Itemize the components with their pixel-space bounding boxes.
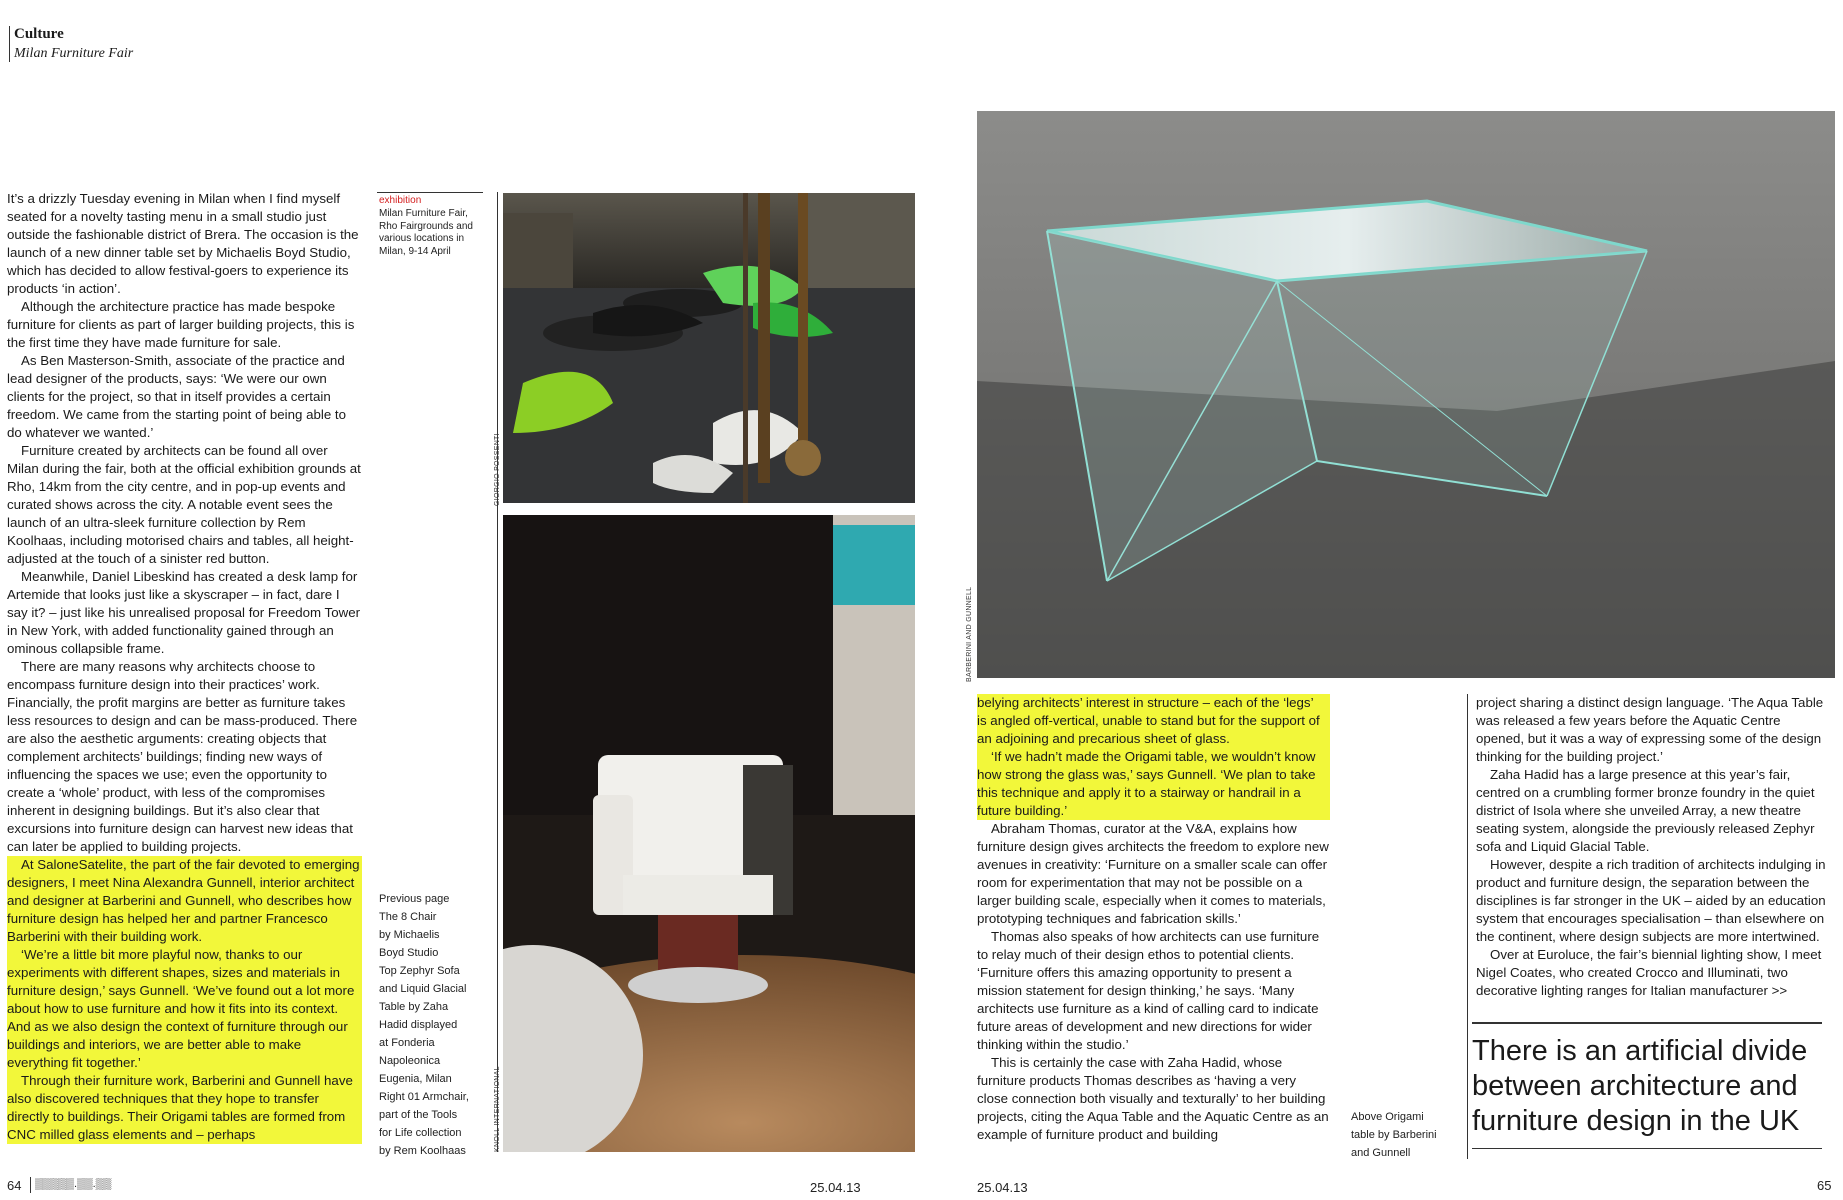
photo-credit-table: BARBERINI AND GUNNELL: [966, 586, 973, 682]
article-column-1: [7, 190, 362, 1144]
caption-line: Eugenia, Milan: [379, 1073, 452, 1085]
highlighted-passage: [977, 694, 1330, 820]
caption-line: Hadid displayed: [379, 1019, 458, 1031]
paragraph: Over at Euroluce, the fair’s biennial lighting show, I meet Nigel Coates, who created Crocco and Illuminati, two decorative lighting ranges for Italian manufacturer >>: [1476, 947, 1822, 998]
photo-zephyr-sofa: [503, 193, 915, 503]
paragraph: It’s a drizzly Tuesday evening in Milan when I find myself seated for a novelty tasting menu in a small studio just outside the fashionable district of Brera. The occasion is the launch of a new dinner table set by Michaelis Boyd Studio, which has decided to allow festival-goers to experience its products ‘in action’.: [7, 191, 359, 296]
photo-armchair: [503, 515, 915, 1152]
paragraph: There are many reasons why architects choose to encompass furniture design into their practices’ work. Financially, the profit margins are better as furniture takes less resources to design and can be mass-produced. There are also the aesthetic arguments: creating objects that complement architects’ buildings; finding new ways of influencing the spaces we use; even the opportunity to create a ‘whole’ product, with less of the compromises inherent in designing buildings. But it’s also clear that excursions into furniture design can harvest new ideas that can later be applied to building projects.: [7, 659, 358, 854]
column-divider: [497, 192, 498, 1152]
pullquote: There is an artificial divide between architecture and furniture design in the UK: [1472, 1035, 1808, 1137]
paragraph: Zaha Hadid has a large presence at this year’s fair, centred on a crumbling former bronze foundry in the quiet district of Isola where she unveiled Array, a new theatre seating system, alongside the previously released Zephyr sofa and Liquid Glacial Table.: [1476, 767, 1815, 854]
caption-line: and Gunnell: [1351, 1147, 1411, 1159]
caption-line: part of the Tools: [379, 1109, 458, 1121]
caption-line: at Fonderia: [379, 1037, 435, 1049]
paragraph: Abraham Thomas, curator at the V&A, explains how furniture design gives architects the freedom to explore new avenues in creativity: ‘Furniture on a smaller scale can offer room for experimentation that may not be possible on a larger building scale, especially when it comes to materials, prototyping techniques and fabrication skills.’: [977, 821, 1329, 926]
caption-line: Above Origami: [1351, 1111, 1424, 1123]
column-divider: [1467, 694, 1468, 1159]
highlighted-passage: [7, 856, 362, 1144]
caption-line: by Rem Koolhaas: [379, 1145, 466, 1157]
section-rule: [9, 26, 10, 62]
caption-line: The 8 Chair: [379, 911, 437, 923]
photo-origami-table: [977, 111, 1835, 678]
paragraph: Furniture created by architects can be found all over Milan during the fair, both at the official exhibition grounds at Rho, 14km from the city centre, and in pop-up events and curated shows across the city. A notable event sees the launch of an ultra-sleek furniture collection by Rem Koolhaas, including motorised chairs and tables, all height-adjusted at the touch of a sinister red button.: [7, 443, 361, 566]
paragraph: Through their furniture work, Barberini and Gunnell have also discovered techniques that they hope to transfer directly to buildings. Their Origami tables are formed from CNC milled glass elements and – perhaps: [7, 1073, 353, 1142]
sidebar-rule: [377, 192, 483, 193]
article-column-5: [1476, 694, 1832, 1000]
photo-credit-bottom: KNOLL INTERNATIONAL: [494, 1066, 501, 1152]
caption-line: for Life collection: [379, 1127, 462, 1139]
paragraph: project sharing a distinct design language. ‘The Aqua Table was released a few years before the Aquatic Centre opened, but it was a way of expressing some of the design thinking for the building project.’: [1476, 695, 1824, 764]
page-number-right: 65: [1817, 1178, 1832, 1193]
caption-line: Top Zephyr Sofa: [379, 965, 460, 977]
article-column-3: [977, 694, 1330, 1144]
photo-caption-right: [1351, 1108, 1463, 1162]
pullquote-underline: [1472, 1148, 1822, 1149]
zephyr-sofa-image: [503, 193, 915, 503]
sidebar-label: exhibition: [379, 195, 422, 206]
paragraph: Meanwhile, Daniel Libeskind has created a desk lamp for Artemide that looks just like a skyscraper – in fact, dare I say it? – just like his unrealised proposal for Freedom Tower in New York, with added functionality gained through an ominous collapsible frame.: [7, 569, 361, 656]
caption-line: Boyd Studio: [379, 947, 439, 959]
paragraph: ‘We’re a little bit more playful now, thanks to our experiments with different shapes, sizes and materials in furniture design,’ says Gunnell. ‘We’ve found out a lot more about how to use furniture and how it fits into its context. And as we also design the context of furniture through our buildings and interiors, we are better able to make everything fit together.’: [7, 947, 355, 1070]
origami-table-image: [977, 111, 1835, 678]
caption-line: Right 01 Armchair,: [379, 1091, 469, 1103]
caption-line: by Michaelis: [379, 929, 440, 941]
section-subtitle: Milan Furniture Fair: [14, 46, 134, 61]
paragraph: Although the architecture practice has made bespoke furniture for clients as part of larger building projects, this is the first time they have made furniture for sale.: [7, 299, 355, 350]
caption-line: and Liquid Glacial: [379, 983, 467, 995]
paragraph: At SaloneSatelite, the part of the fair devoted to emerging designers, I meet Nina Alexandra Gunnell, interior architect and designer at Barberini and Gunnell, who describes how furniture design has helped her and partner Francesco Barberini with their building work.: [7, 857, 360, 944]
armchair-image: [503, 515, 915, 1152]
paragraph: Thomas also speaks of how architects can use furniture to relay much of their design ethos to potential clients. ‘Furniture offers this amazing opportunity to present a mission statement for design thinking,’ he says. ‘Many architects use furniture as a kind of calling card to indicate future areas of development and new directions for wider thinking within the studio.’: [977, 929, 1320, 1052]
pullquote-rule: [1472, 1022, 1822, 1024]
paragraph: belying architects’ interest in structure – each of the ‘legs’ is angled off-vertical, unable to stand but for the support of an adjoining and precarious sheet of glass.: [977, 695, 1320, 746]
sidebar-text: Milan Furniture Fair, Rho Fairgrounds and various locations in Milan, 9-14 April: [379, 208, 473, 257]
photo-credit-top: GIORGIO POSSENTI: [494, 433, 501, 506]
caption-line: Table by Zaha: [379, 1001, 449, 1013]
caption-line: Napoleonica: [379, 1055, 441, 1067]
folio-divider: [30, 1177, 31, 1193]
caption-line: table by Barberini: [1351, 1129, 1437, 1141]
paragraph: ‘If we hadn’t made the Origami table, we wouldn’t know how strong the glass was,’ says Gunnell. ‘We plan to take this technique and apply it to a stairway or handrail in a future building.’: [977, 749, 1316, 818]
photo-caption-left: [379, 890, 494, 1160]
page-number-left: 64: [7, 1178, 22, 1193]
issue-date-right: 25.04.13: [977, 1180, 1028, 1195]
paragraph: As Ben Masterson-Smith, associate of the practice and lead designer of the products, says: ‘We were our own clients for the project, so that in itself provides a certain freedom. We came from the starting point of being able to do whatever we wanted.’: [7, 353, 347, 440]
paragraph: However, despite a rich tradition of architects indulging in product and furniture design, the separation between the disciplines is far stronger in the UK – aided by an education system that encourages specialisation – than elsewhere on the continent, where design subjects are more intertwined.: [1476, 857, 1826, 944]
caption-line: Previous page: [379, 893, 450, 905]
publication-mark: ▒▒▒▒▒.▒▒.▒▒: [35, 1178, 112, 1190]
paragraph: This is certainly the case with Zaha Hadid, whose furniture products Thomas describes as ‘having a very close connection both visually and texturally’ to her building projects, citing the Aqua Table and the Aquatic Centre as an example of furniture product and building: [977, 1055, 1329, 1142]
issue-date-left: 25.04.13: [810, 1180, 861, 1195]
section-title: Culture: [14, 26, 64, 42]
